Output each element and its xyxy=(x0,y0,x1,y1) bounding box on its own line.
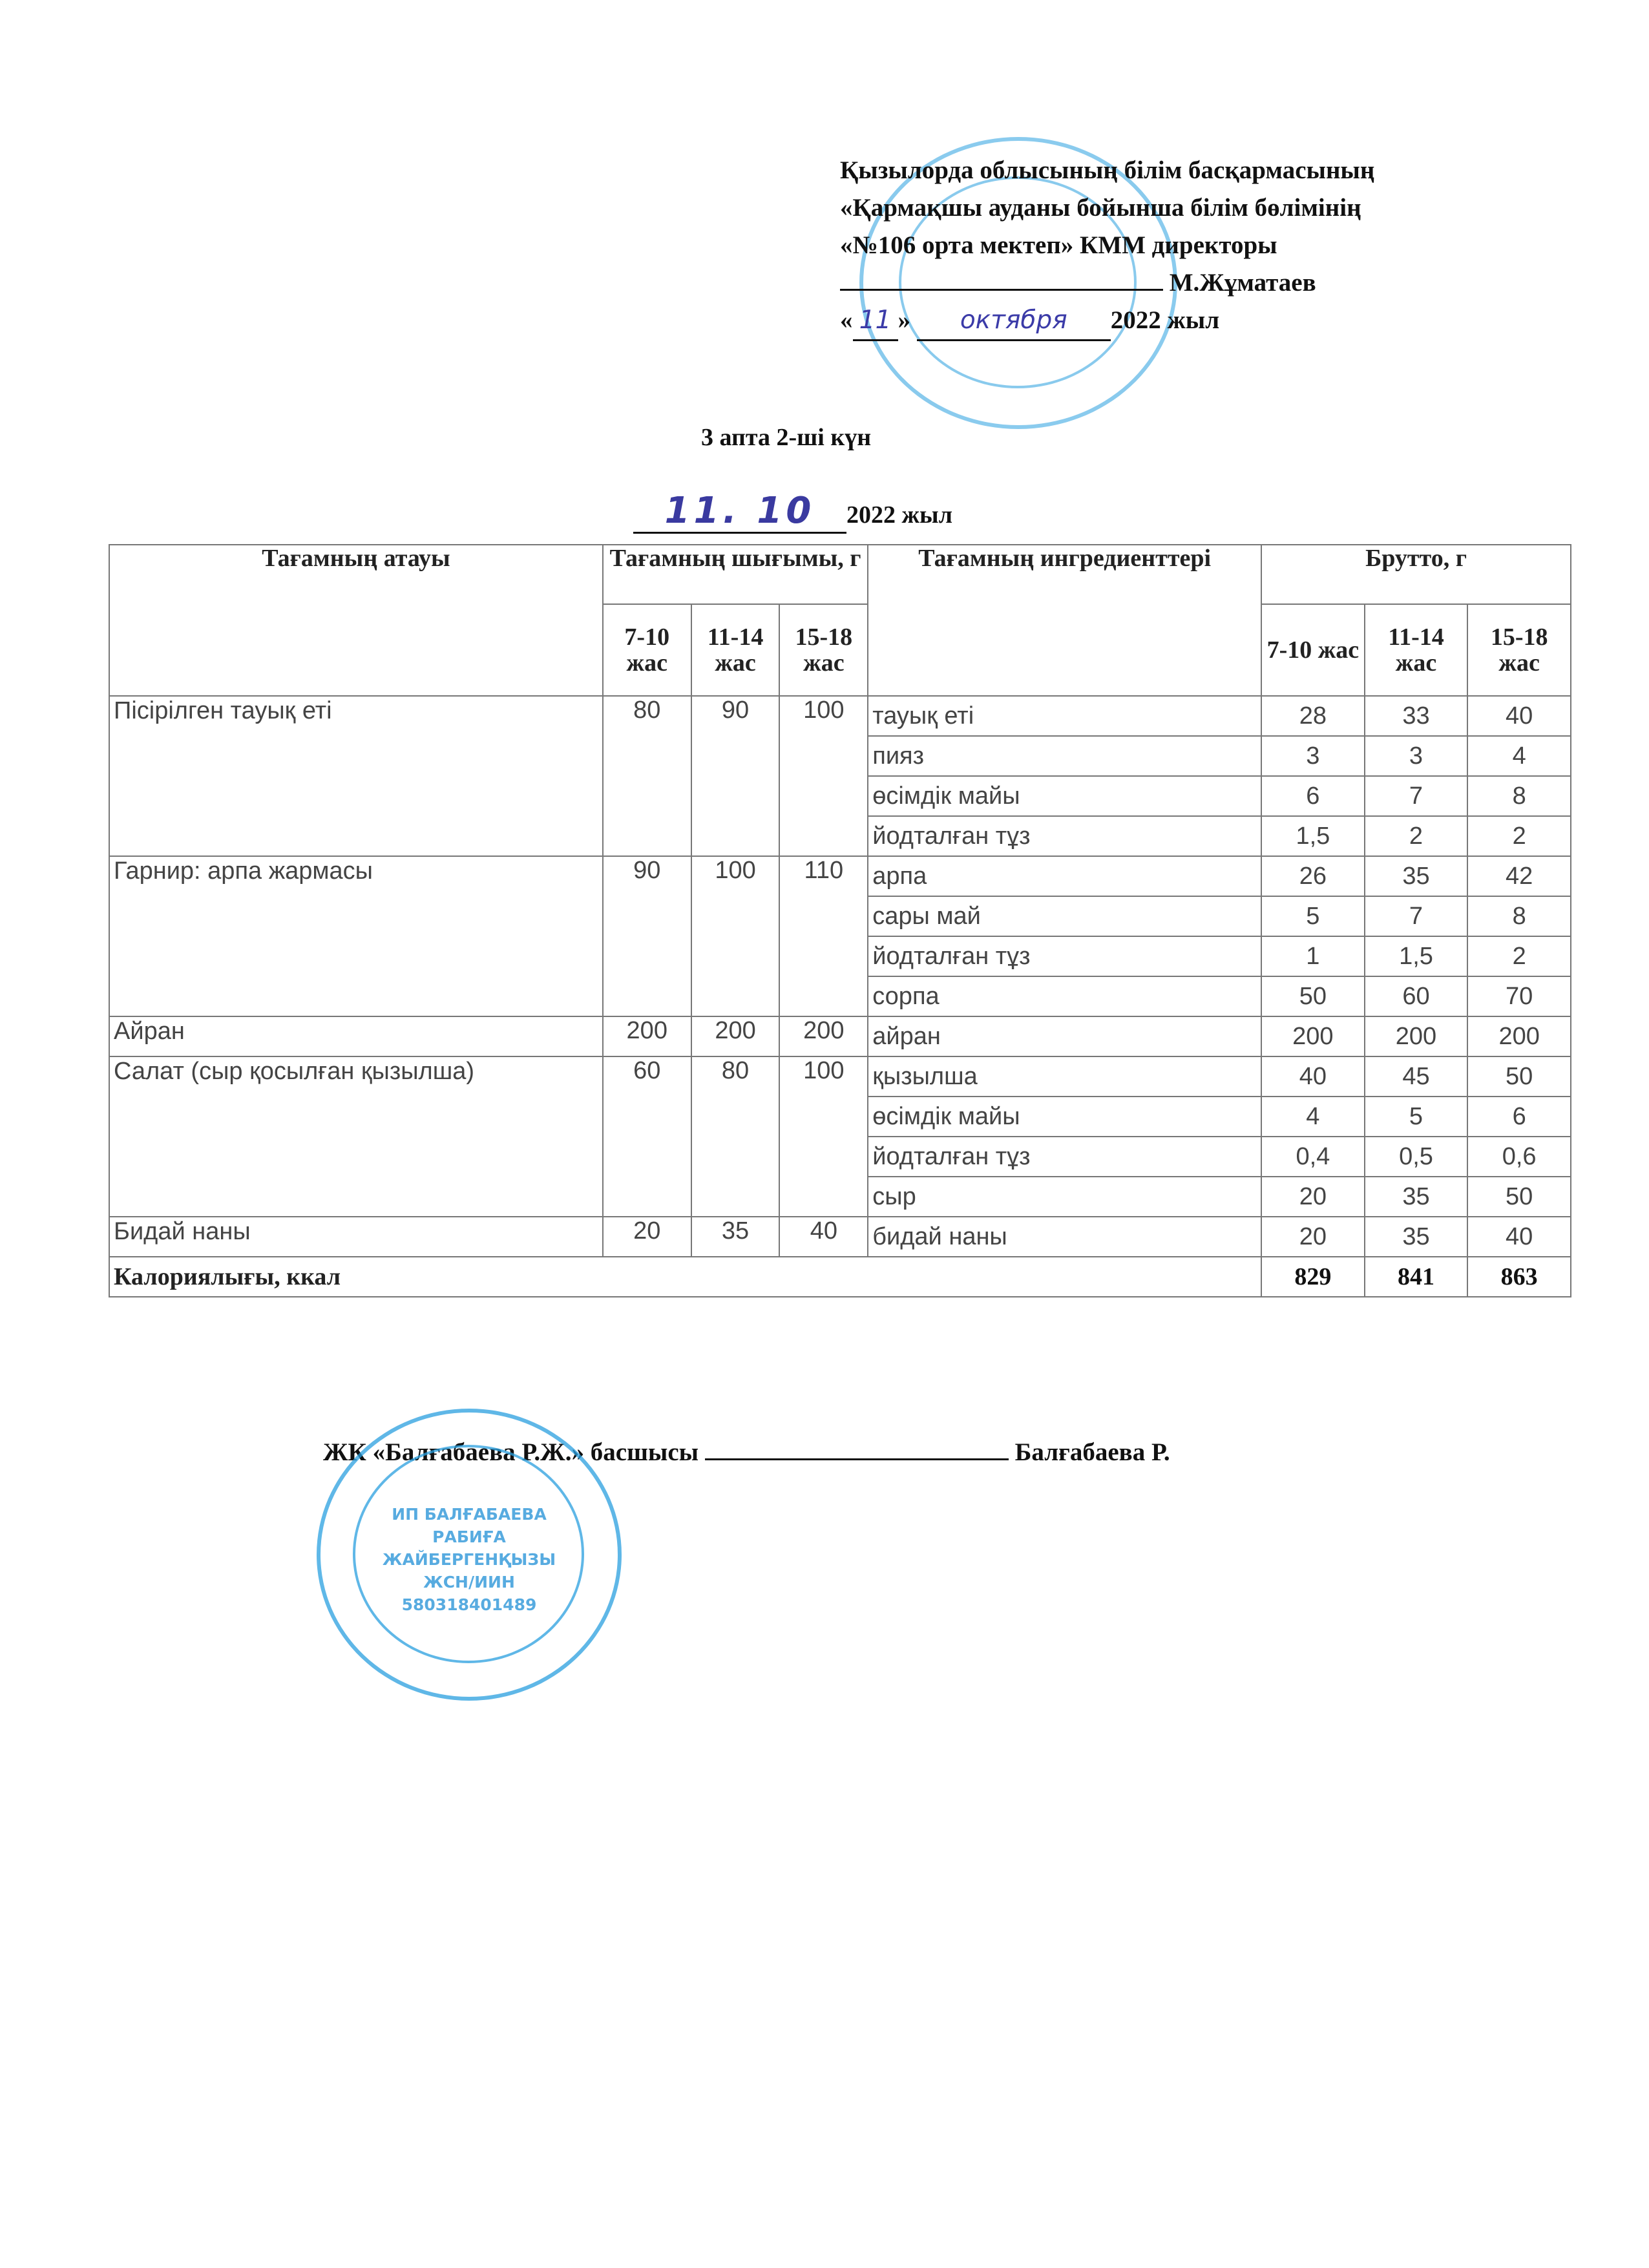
brutto-age-2: 35 xyxy=(1365,1217,1468,1257)
header-brutto: Брутто, г xyxy=(1261,545,1571,604)
brutto-age-1: 1 xyxy=(1261,936,1365,976)
brutto-age-1: 6 xyxy=(1261,776,1365,816)
header-brutto-age-3: 15-18 жас xyxy=(1467,604,1571,696)
dish-output-age-2: 90 xyxy=(691,696,780,856)
header-output-age-2: 11-14 жас xyxy=(691,604,780,696)
table-row xyxy=(109,696,1571,736)
approval-month: октября xyxy=(917,302,1111,341)
approval-year: 2022 жыл xyxy=(1110,306,1220,334)
approval-date-row xyxy=(840,302,1374,339)
brutto-age-1: 4 xyxy=(1261,1097,1365,1137)
director-signature-line xyxy=(840,289,1163,291)
table-row xyxy=(109,1217,1571,1257)
brutto-age-3: 8 xyxy=(1467,776,1571,816)
ingredient-name: сары май xyxy=(868,896,1261,936)
brutto-age-2: 45 xyxy=(1365,1056,1468,1097)
brutto-age-3: 2 xyxy=(1467,936,1571,976)
ingredient-name: өсімдік майы xyxy=(868,776,1261,816)
approval-line-1: Қызылорда облысының білім басқармасының xyxy=(840,156,1375,184)
dish-output-age-3: 100 xyxy=(779,1056,868,1217)
brutto-age-2: 7 xyxy=(1365,776,1468,816)
calories-row xyxy=(109,1257,1571,1297)
ingredient-name: йодталған тұз xyxy=(868,816,1261,856)
brutto-age-3: 2 xyxy=(1467,816,1571,856)
signature-line xyxy=(705,1458,1009,1460)
header-output-age-3: 15-18 жас xyxy=(779,604,868,696)
ingredient-name: арпа xyxy=(868,856,1261,896)
dish-output-age-3: 110 xyxy=(779,856,868,1016)
dish-output-age-3: 100 xyxy=(779,696,868,856)
brutto-age-2: 35 xyxy=(1365,1177,1468,1217)
brutto-age-2: 35 xyxy=(1365,856,1468,896)
header-ingredients: Тағамның ингредиенттері xyxy=(868,545,1261,696)
calories-age-3: 863 xyxy=(1467,1257,1571,1297)
approval-block xyxy=(840,152,1374,339)
signature-title: ЖК «Балғабаева Р.Ж.» басшысы xyxy=(323,1438,699,1466)
brutto-age-2: 3 xyxy=(1365,736,1468,776)
stamp-line-3: ЖАЙБЕРГЕНҚЫЗЫ xyxy=(382,1550,556,1569)
quote-close: » xyxy=(898,306,910,334)
stamp-line-1: ИП БАЛҒАБАЕВА xyxy=(392,1505,547,1524)
table-row xyxy=(109,1056,1571,1097)
header-output: Тағамның шығымы, г xyxy=(603,545,868,604)
brutto-age-2: 7 xyxy=(1365,896,1468,936)
director-name: М.Жұматаев xyxy=(1169,269,1316,297)
brutto-age-1: 1,5 xyxy=(1261,816,1365,856)
ingredient-name: йодталған тұз xyxy=(868,1137,1261,1177)
director-row xyxy=(840,264,1374,302)
dish-output-age-1: 60 xyxy=(603,1056,691,1217)
entrepreneur-stamp xyxy=(317,1409,622,1701)
signature-name: Балғабаева Р. xyxy=(1014,1438,1170,1466)
calories-age-1: 829 xyxy=(1261,1257,1365,1297)
brutto-age-3: 8 xyxy=(1467,896,1571,936)
menu-table xyxy=(109,544,1571,1297)
dish-name: Гарнир: арпа жармасы xyxy=(109,856,603,1016)
approval-day: 11 xyxy=(853,302,898,341)
ingredient-name: айран xyxy=(868,1016,1261,1056)
dish-output-age-1: 80 xyxy=(603,696,691,856)
menu-date-handwritten: 11. 10 xyxy=(633,490,846,534)
ingredient-name: сыр xyxy=(868,1177,1261,1217)
ingredient-name: қызылша xyxy=(868,1056,1261,1097)
brutto-age-2: 2 xyxy=(1365,816,1468,856)
menu-date-year: 2022 жыл xyxy=(846,501,953,529)
ingredient-name: сорпа xyxy=(868,976,1261,1016)
week-day-label: 3 апта 2-ші күн xyxy=(701,424,872,451)
brutto-age-2: 0,5 xyxy=(1365,1137,1468,1177)
brutto-age-1: 20 xyxy=(1261,1177,1365,1217)
header-brutto-age-1: 7-10 жас xyxy=(1261,604,1365,696)
dish-output-age-2: 80 xyxy=(691,1056,780,1217)
brutto-age-3: 50 xyxy=(1467,1177,1571,1217)
menu-date xyxy=(633,490,952,534)
dish-output-age-1: 90 xyxy=(603,856,691,1016)
stamp-line-4: ЖСН/ИИН xyxy=(423,1573,515,1591)
brutto-age-1: 200 xyxy=(1261,1016,1365,1056)
ingredient-name: йодталған тұз xyxy=(868,936,1261,976)
brutto-age-3: 42 xyxy=(1467,856,1571,896)
brutto-age-3: 0,6 xyxy=(1467,1137,1571,1177)
brutto-age-1: 50 xyxy=(1261,976,1365,1016)
brutto-age-2: 1,5 xyxy=(1365,936,1468,976)
brutto-age-1: 3 xyxy=(1261,736,1365,776)
brutto-age-1: 5 xyxy=(1261,896,1365,936)
brutto-age-3: 6 xyxy=(1467,1097,1571,1137)
brutto-age-2: 5 xyxy=(1365,1097,1468,1137)
dish-output-age-2: 35 xyxy=(691,1217,780,1257)
ingredient-name: тауық еті xyxy=(868,696,1261,736)
brutto-age-3: 200 xyxy=(1467,1016,1571,1056)
calories-label: Калориялығы, ккал xyxy=(109,1257,1261,1297)
header-dish: Тағамның атауы xyxy=(109,545,603,696)
header-output-age-1: 7-10 жас xyxy=(603,604,691,696)
brutto-age-1: 0,4 xyxy=(1261,1137,1365,1177)
ingredient-name: пияз xyxy=(868,736,1261,776)
dish-output-age-1: 20 xyxy=(603,1217,691,1257)
brutto-age-1: 28 xyxy=(1261,696,1365,736)
entrepreneur-stamp-text xyxy=(320,1503,618,1616)
menu-table-body xyxy=(109,696,1571,1297)
brutto-age-3: 40 xyxy=(1467,696,1571,736)
brutto-age-1: 40 xyxy=(1261,1056,1365,1097)
dish-name: Пісірілген тауық еті xyxy=(109,696,603,856)
brutto-age-2: 60 xyxy=(1365,976,1468,1016)
dish-output-age-3: 40 xyxy=(779,1217,868,1257)
stamp-line-2: РАБИҒА xyxy=(432,1528,506,1546)
brutto-age-3: 40 xyxy=(1467,1217,1571,1257)
table-row xyxy=(109,856,1571,896)
brutto-age-3: 70 xyxy=(1467,976,1571,1016)
stamp-line-5: 580318401489 xyxy=(401,1595,537,1614)
ingredient-name: өсімдік майы xyxy=(868,1097,1261,1137)
table-row xyxy=(109,1016,1571,1056)
dish-name: Салат (сыр қосылған қызылша) xyxy=(109,1056,603,1217)
dish-output-age-2: 200 xyxy=(691,1016,780,1056)
ingredient-name: бидай наны xyxy=(868,1217,1261,1257)
header-brutto-age-2: 11-14 жас xyxy=(1365,604,1468,696)
approval-line-3: «№106 орта мектеп» КММ директоры xyxy=(840,231,1277,259)
brutto-age-1: 20 xyxy=(1261,1217,1365,1257)
brutto-age-3: 50 xyxy=(1467,1056,1571,1097)
dish-output-age-2: 100 xyxy=(691,856,780,1016)
brutto-age-1: 26 xyxy=(1261,856,1365,896)
brutto-age-2: 33 xyxy=(1365,696,1468,736)
dish-name: Бидай наны xyxy=(109,1217,603,1257)
brutto-age-3: 4 xyxy=(1467,736,1571,776)
quote-open: « xyxy=(840,306,853,334)
approval-line-2: «Қармақшы ауданы бойынша білім бөлімінің xyxy=(840,194,1361,222)
dish-name: Айран xyxy=(109,1016,603,1056)
brutto-age-2: 200 xyxy=(1365,1016,1468,1056)
dish-output-age-1: 200 xyxy=(603,1016,691,1056)
dish-output-age-3: 200 xyxy=(779,1016,868,1056)
calories-age-2: 841 xyxy=(1365,1257,1468,1297)
